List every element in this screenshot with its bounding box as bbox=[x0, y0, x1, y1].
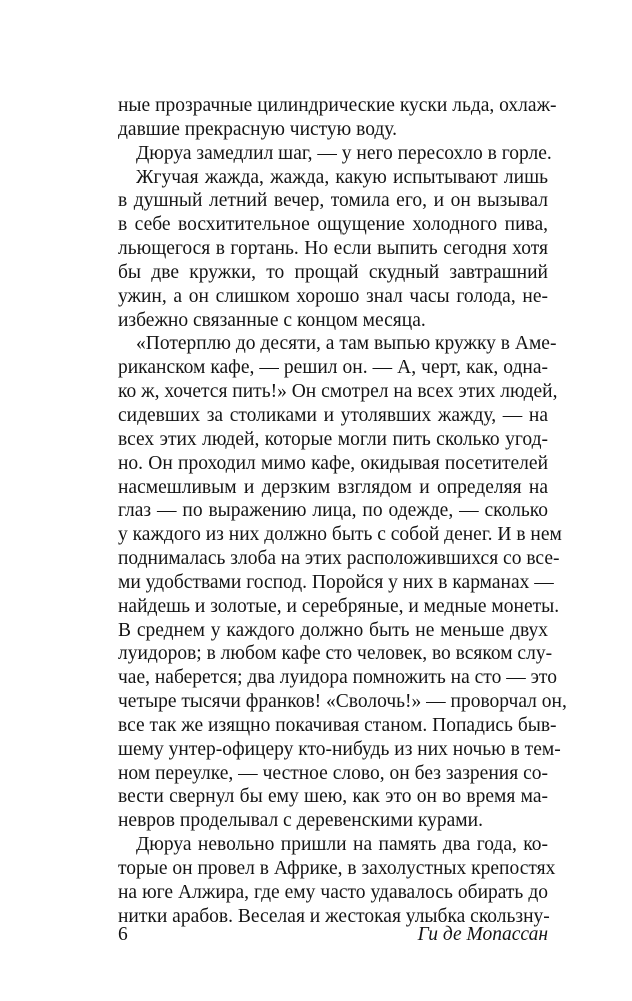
text-line: глаз — по выражению лица, по одежде, — сколько bbox=[118, 500, 548, 522]
text-line: вести свернул бы ему шею, как это он во время ма- bbox=[118, 786, 548, 808]
text-line: чае, наберется; два луидора помножить на сто — это bbox=[118, 667, 557, 689]
text-line: насмешливым и дерзким взглядом и определяя на bbox=[118, 476, 548, 498]
text-line: всех этих людей, которые могли пить сколько угод- bbox=[118, 428, 548, 450]
text-line: все так же изящно покачивая станом. Попадись быв- bbox=[118, 714, 557, 736]
text-line: давшие прекрасную чистую воду. bbox=[118, 118, 397, 140]
text-line: ми удобствами господ. Поройся у них в карманах — bbox=[118, 571, 554, 593]
text-line: поднималась злоба на этих расположившихся со все- bbox=[118, 548, 560, 570]
text-line: четыре тысячи франков! «Сволочь!» — проворчал он, bbox=[118, 691, 567, 713]
page-footer bbox=[118, 923, 548, 947]
text-line: «Потерплю до десяти, а там выпью кружку в Аме- bbox=[136, 333, 557, 355]
text-line: торые он провел в Африке, в захолустных крепостях bbox=[118, 858, 556, 879]
text-line: льющегося в гортань. Но если выпить сегодня хотя bbox=[118, 238, 548, 260]
page-number: 6 bbox=[118, 924, 128, 945]
text-line: ном переулке, — честное слово, он без зазрения со- bbox=[118, 762, 548, 784]
text-line: шему унтер-офицеру кто-нибудь из них ночью в тем- bbox=[118, 738, 561, 760]
text-line: ужин, а он слишком хорошо знал часы голода, не- bbox=[118, 285, 548, 307]
text-line: ные прозрачные цилиндрические куски льда, охлаж- bbox=[118, 95, 557, 116]
text-line: Жгучая жажда, жажда, какую испытывают лишь bbox=[136, 166, 548, 188]
text-line: Дюруа замедлил шаг, — у него пересохло в горле. bbox=[136, 142, 552, 164]
text-line: ко ж, хочется пить!» Он смотрел на всех этих людей, bbox=[118, 381, 558, 403]
running-title: Ги де Мопассан bbox=[417, 924, 548, 945]
text-line: луидоров; в любом кафе сто человек, во всяком слу- bbox=[118, 643, 553, 665]
text-line: в себе восхитительное ощущение холодного пива, bbox=[118, 214, 548, 236]
text-line: у каждого из них должно быть с собой денег. И в нем bbox=[118, 524, 562, 546]
text-line: в душный летний вечер, томила его, и он вызывал bbox=[118, 190, 548, 212]
text-line: сидевших за столиками и утолявших жажду, — на bbox=[118, 404, 548, 426]
text-line: В среднем у каждого должно быть не меньше двух bbox=[118, 619, 548, 641]
text-line: на юге Алжира, где ему часто удавалось обирать до bbox=[118, 881, 548, 903]
text-line: Дюруа невольно пришли на память два года, ко- bbox=[136, 834, 548, 856]
text-line: бы две кружки, то прощай скудный завтрашний bbox=[118, 261, 548, 283]
text-line: нитки арабов. Веселая и жестокая улыбка скользну- bbox=[118, 905, 550, 927]
text-line: риканском кафе, — решил он. — А, черт, как, одна- bbox=[118, 357, 548, 379]
text-line: невров проделывал с деревенскими курами. bbox=[118, 810, 483, 832]
text-line: но. Он проходил мимо кафе, окидывая посетителей bbox=[118, 452, 548, 474]
body-text bbox=[118, 94, 567, 929]
text-line: избежно связанные с концом месяца. bbox=[118, 309, 426, 331]
text-line: найдешь и золотые, и серебряные, и медные монеты. bbox=[118, 595, 560, 617]
